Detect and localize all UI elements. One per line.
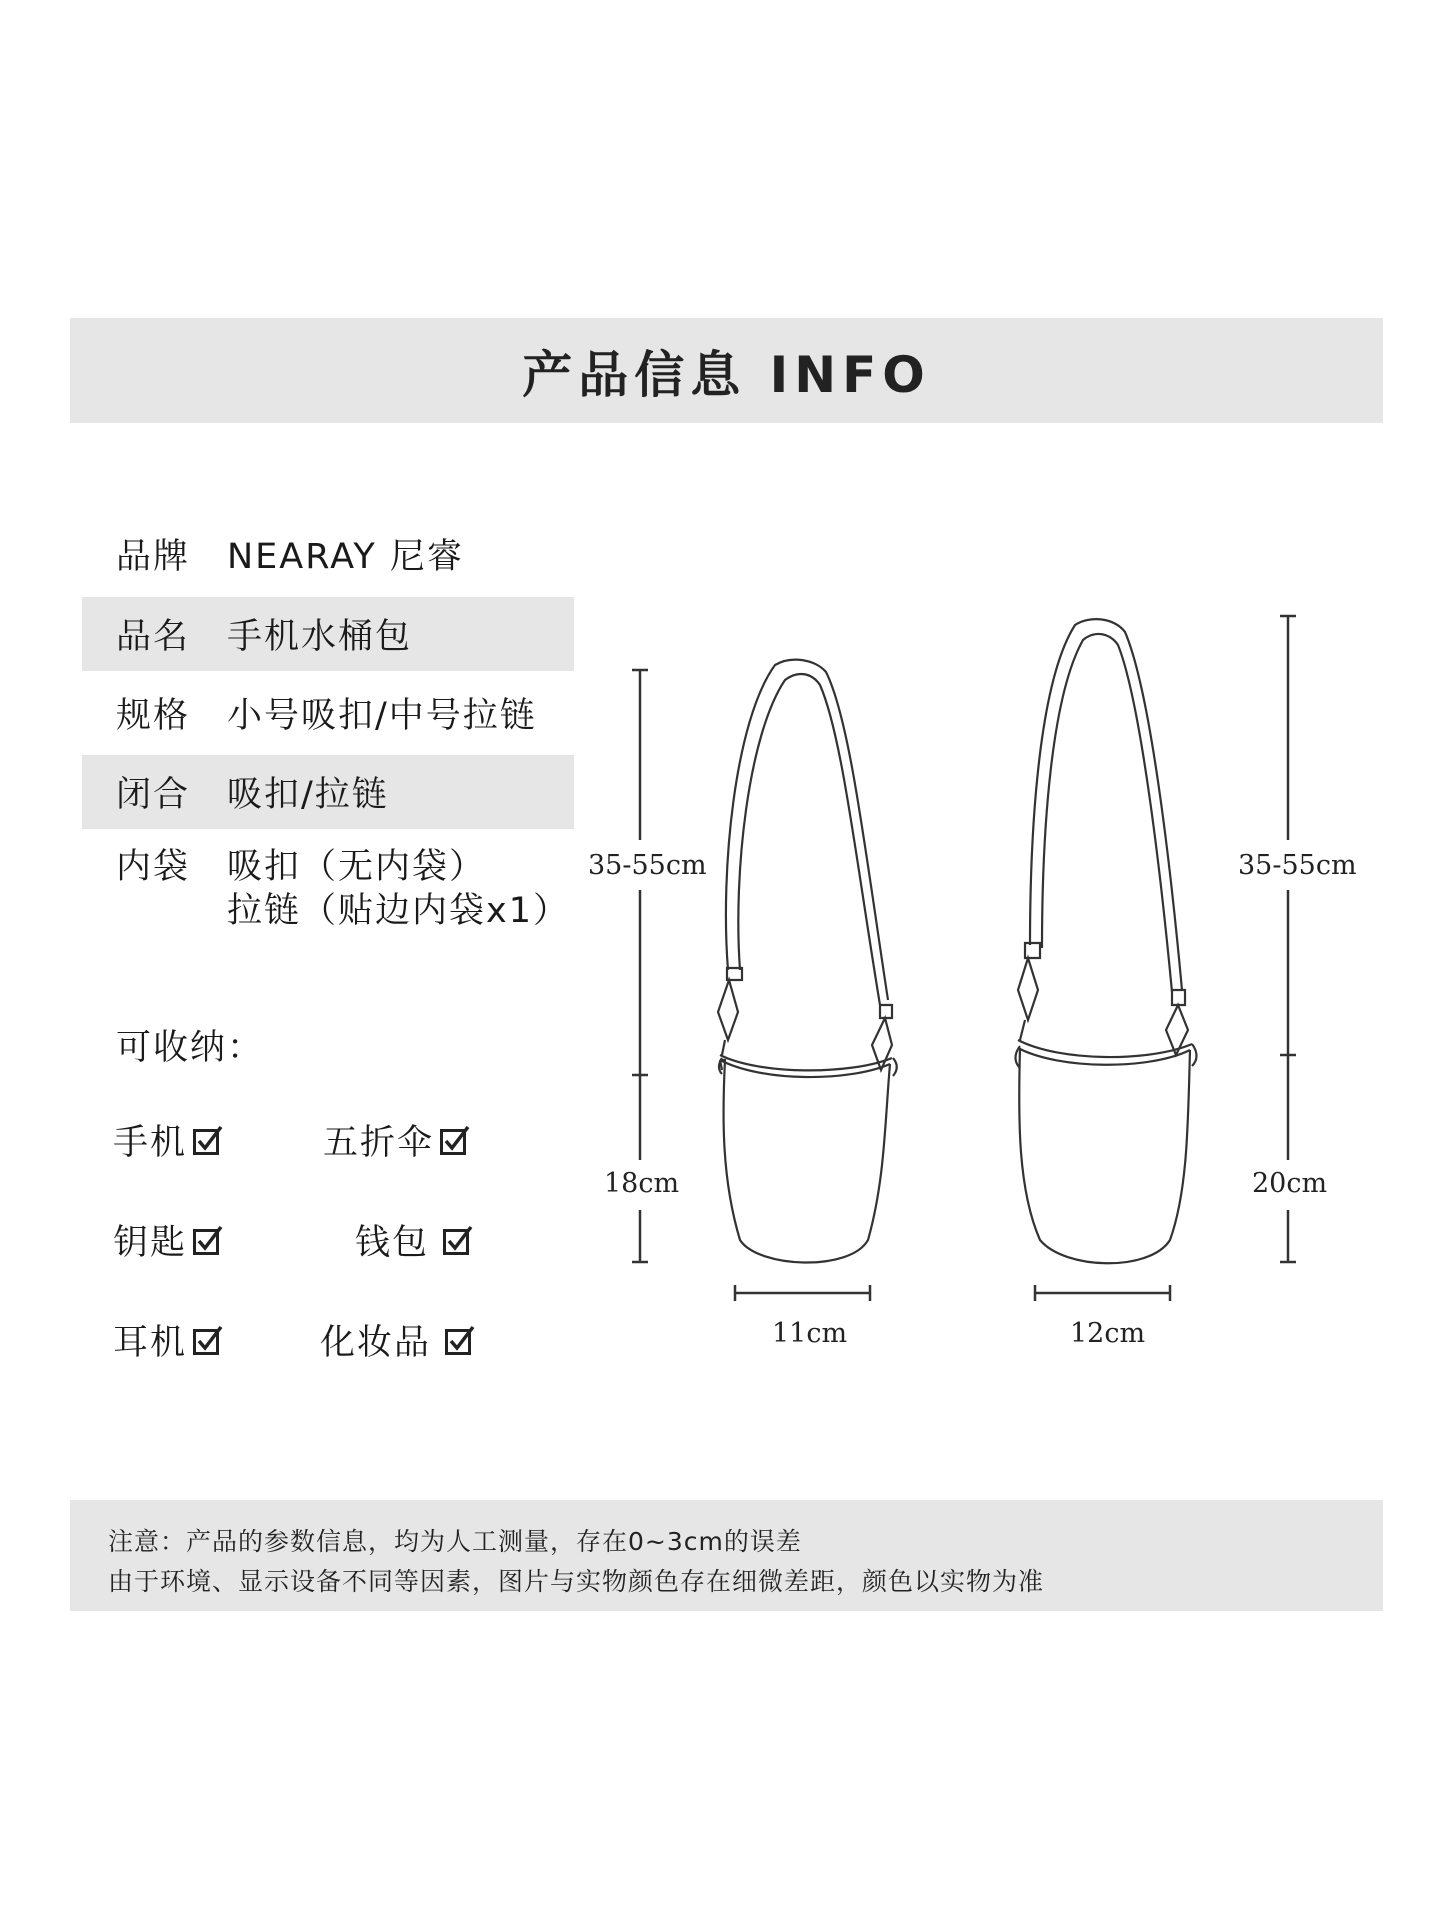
spec-value [227,835,570,933]
checkbox-checked-icon [440,1125,470,1155]
spec-row-brand [82,517,574,591]
spec-key: 闭合 [116,775,191,815]
spec-key: 品名 [116,617,191,657]
storage-item-label: 耳机 [113,1323,188,1363]
storage-item-label: 钱包 [355,1223,430,1263]
storage-item-wallet [355,1215,473,1265]
spec-key: 内袋 [116,847,191,887]
spec-value: 吸扣/拉链 [227,775,389,815]
small-bag-height: 18cm [604,1168,680,1199]
note-line-2: 由于环境、显示设备不同等因素，图片与实物颜色存在细微差距，颜色以实物为准 [108,1567,1045,1596]
page-title: 产品信息 INFO [522,345,931,404]
small-bag-illustration [718,660,897,1263]
storage-item-label: 化妆品 [320,1323,432,1363]
storage-item-label: 五折伞 [323,1123,435,1163]
medium-bag-strap-length: 35-55cm [1238,850,1357,881]
spec-value: 小号吸扣/中号拉链 [227,696,537,736]
note-line-1: 注意：产品的参数信息，均为人工测量，存在0~3cm的误差 [108,1527,802,1556]
checkbox-checked-icon [445,1325,475,1355]
spec-value-line: 拉链（贴边内袋x1） [227,891,570,931]
storage-item-earphones [113,1315,223,1365]
storage-title: 可收纳： [116,1028,265,1068]
medium-bag-illustration [1016,619,1197,1263]
medium-bag-height: 20cm [1252,1168,1328,1199]
small-bag-width: 11cm [772,1318,848,1349]
small-bag-strap-length: 35-55cm [588,850,707,881]
storage-item-label: 手机 [113,1123,188,1163]
checkbox-checked-icon [193,1125,223,1155]
spec-row-product-name [82,597,574,671]
storage-item-phone [113,1115,223,1165]
storage-item-cosmetics [320,1315,475,1365]
medium-bag-width: 12cm [1070,1318,1146,1349]
spec-row-inner-pocket [82,835,574,935]
spec-row-closure [82,755,574,829]
storage-item-label: 钥匙 [113,1223,188,1263]
spec-row-size [82,676,574,750]
storage-item-umbrella [323,1115,470,1165]
spec-value: 手机水桶包 [227,617,413,657]
checkbox-checked-icon [443,1225,473,1255]
checkbox-checked-icon [193,1325,223,1355]
spec-key: 品牌 [116,537,191,577]
spec-value-line: 吸扣（无内袋） [227,847,487,887]
spec-value: NEARAY 尼睿 [227,537,464,577]
spec-key: 规格 [116,696,191,736]
storage-item-keys [113,1215,223,1265]
note-band [70,1500,1383,1611]
header-band [70,318,1383,423]
checkbox-checked-icon [193,1225,223,1255]
